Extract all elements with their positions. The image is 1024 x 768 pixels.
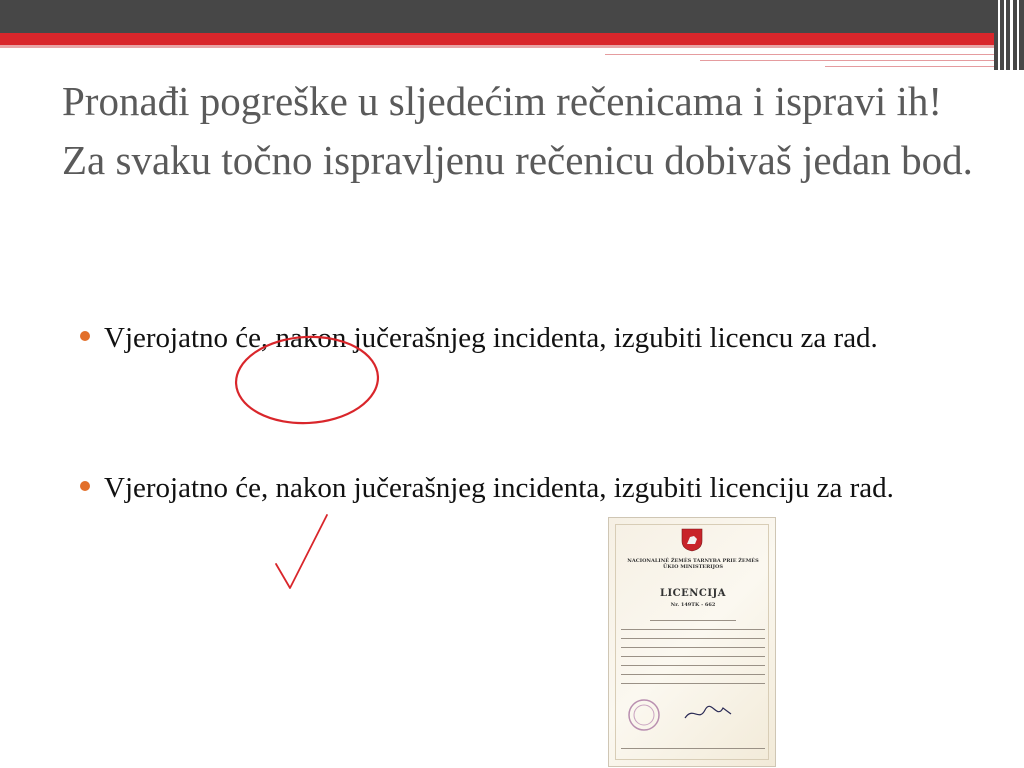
top-bar-highlight [0, 45, 1024, 48]
slide-title: Pronađi pogreške u sljedećim rečenicama i ispravi ih! Za svaku točno ispravljenu rečenicu dobivaš jedan bod. [62, 78, 973, 183]
signature-icon [683, 702, 733, 724]
coat-of-arms-icon [681, 528, 703, 552]
bullet-dot-icon [80, 331, 90, 341]
top-bar-red [0, 33, 1024, 45]
license-certificate-image [608, 517, 776, 767]
certificate-heading: LICENCIJA [659, 588, 727, 599]
decor-line [700, 60, 1024, 61]
decor-line [605, 54, 1024, 55]
bullet-item-incorrect [80, 316, 924, 360]
seal-icon [627, 698, 661, 732]
certificate-footer-line [621, 748, 765, 749]
bullet-item-correct [80, 466, 924, 510]
certificate-text-lines [621, 620, 765, 692]
certificate-number: Nr. 149TK - 662 [670, 602, 716, 608]
decor-stripes [994, 0, 1024, 70]
bullet-text: Vjerojatno će, nakon jučerašnjeg incidenta, izgubiti licenciju za rad. [104, 472, 894, 504]
top-bar-dark [0, 0, 1024, 33]
bullet-dot-icon [80, 481, 90, 491]
certificate-organization: NACIONALINĖ ŽEMĖS TARNYBA PRIE ŽEMĖS ŪKIO MINISTERIJOS [627, 558, 759, 570]
checkmark-icon [276, 515, 327, 588]
bullet-text: Vjerojatno će, nakon jučerašnjeg incidenta, izgubiti licencu za rad. [104, 322, 878, 354]
